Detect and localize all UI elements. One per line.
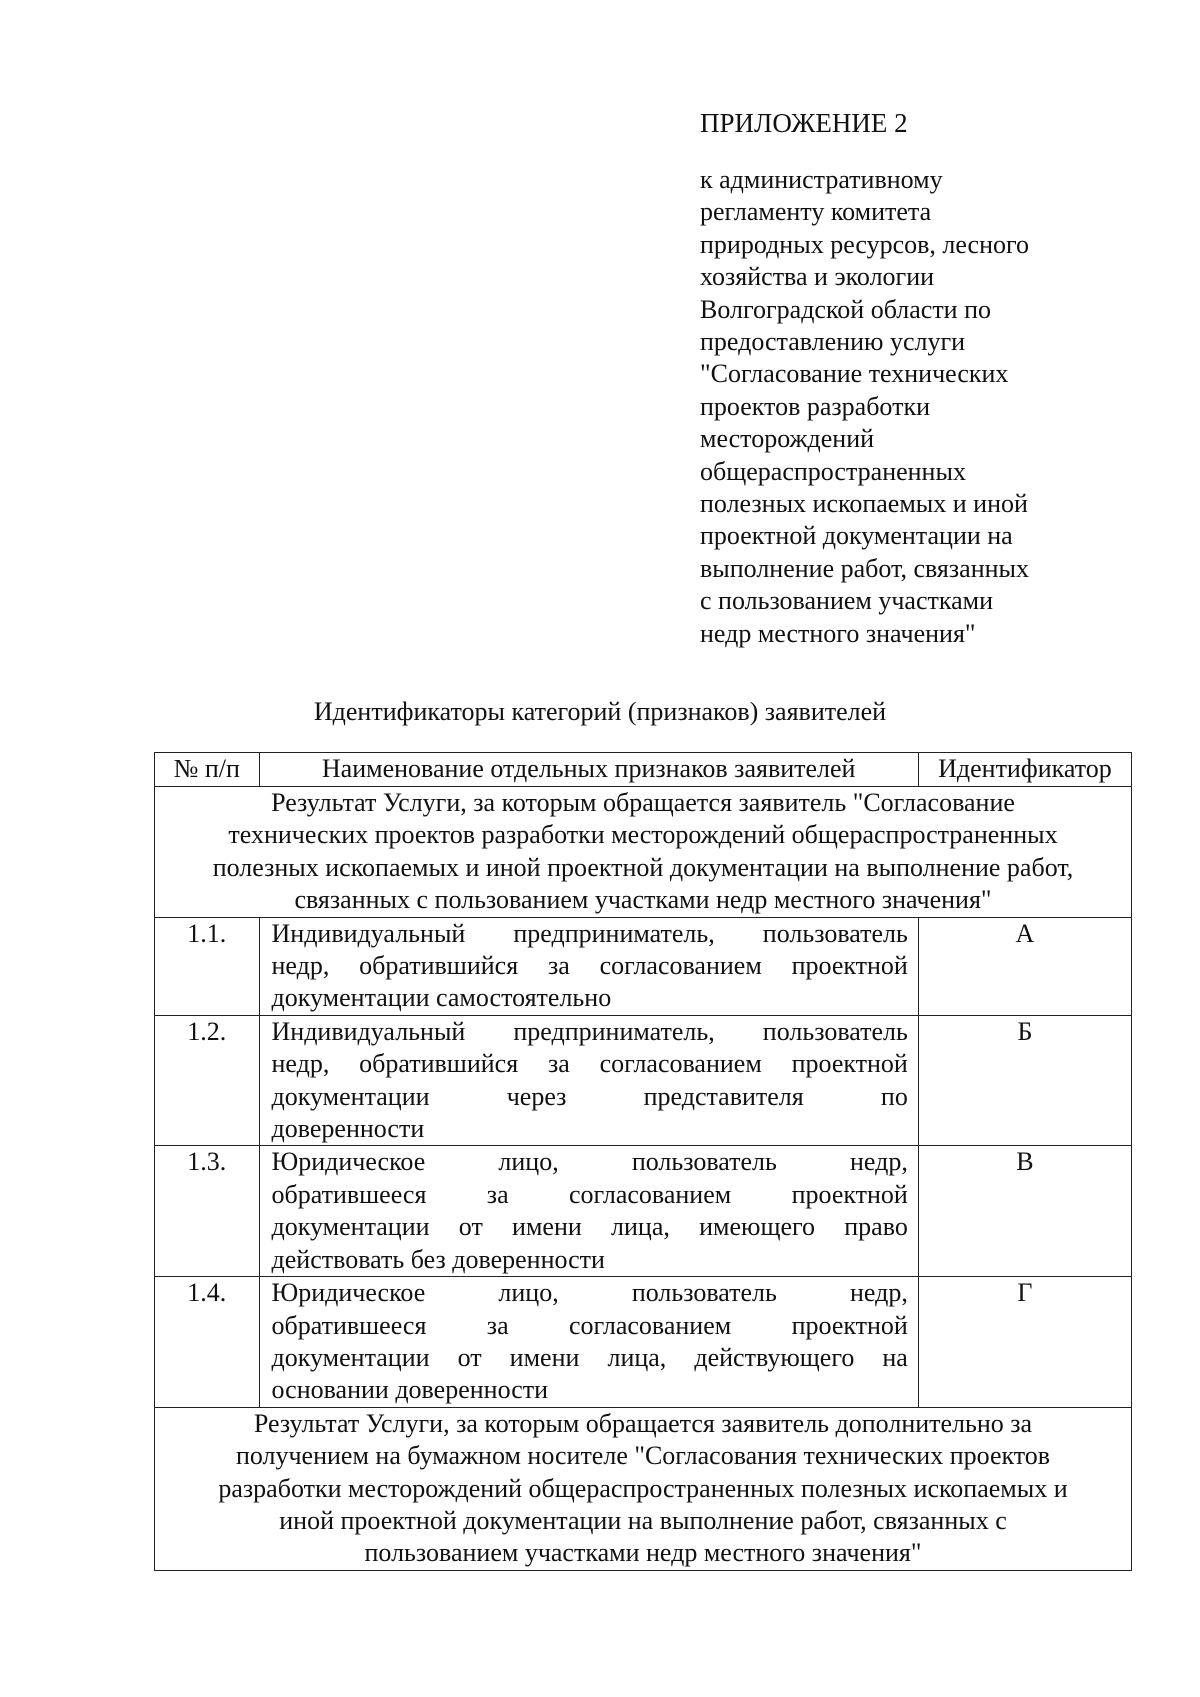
- description-word: Индивидуальный: [271, 918, 466, 948]
- row-description-line: [272, 1016, 908, 1048]
- table-row: [155, 1146, 1132, 1277]
- description-word: Индивидуальный: [271, 1016, 466, 1046]
- section-line: получением на бумажном носителе "Согласования технических проектов: [235, 1441, 1051, 1471]
- row-description-line: [272, 1310, 908, 1342]
- description-word: недр,: [271, 1049, 330, 1079]
- description-word: лицо,: [498, 1147, 559, 1177]
- row-description-line: [272, 1179, 908, 1211]
- appendix-line: с пользованием участками: [700, 586, 994, 616]
- description-word: согласованием: [568, 1179, 732, 1209]
- row-identifier: А: [1015, 918, 1035, 948]
- description-word: от: [457, 1342, 482, 1372]
- description-word: право: [844, 1212, 908, 1242]
- row-identifier: Б: [1017, 1016, 1033, 1046]
- row-number-cell: [155, 1146, 260, 1277]
- description-word: по: [880, 1081, 908, 1111]
- row-description-cell: [259, 917, 918, 1015]
- appendix-line: Волгоградской области по: [700, 294, 992, 324]
- description-word: Юридическое: [271, 1147, 426, 1177]
- row-number-cell: [155, 1015, 260, 1146]
- description-word: представителя: [643, 1081, 804, 1111]
- description-word: обратившееся: [271, 1310, 427, 1340]
- description-word: документации: [271, 1342, 430, 1372]
- appendix-line: к административному: [700, 165, 943, 194]
- section-row: [155, 787, 1132, 918]
- appendix-header: [700, 106, 1120, 650]
- description-word: предприниматель,: [513, 918, 715, 948]
- appendix-line: недр местного значения": [700, 618, 976, 648]
- appendix-line: проектов разработки: [700, 391, 931, 421]
- description-word: имени: [509, 1342, 580, 1372]
- row-description-line: доверенности: [271, 1114, 425, 1144]
- applicant-categories-table: [154, 752, 1132, 1571]
- row-description-line: [272, 918, 908, 950]
- description-word: за: [486, 1310, 509, 1340]
- header-identifier: Идентификатор: [918, 753, 1131, 787]
- row-description-line: основании доверенности: [271, 1375, 549, 1405]
- row-description-cell: [259, 1277, 918, 1408]
- description-word: согласованием: [568, 1310, 732, 1340]
- section-line: разработки месторождений общераспространенных полезных ископаемых и: [218, 1473, 1068, 1503]
- section-line: связанных с пользованием участками недр местного значения": [294, 885, 992, 915]
- row-identifier-cell: [918, 917, 1131, 1015]
- row-description-line: [272, 1342, 908, 1374]
- row-identifier-cell: [918, 1015, 1131, 1146]
- header-name: Наименование отдельных признаков заявителей: [259, 753, 918, 787]
- section-line: Результат Услуги, за которым обращается заявитель дополнительно за: [253, 1408, 1033, 1438]
- table-row: [155, 1015, 1132, 1146]
- row-identifier: В: [1016, 1147, 1034, 1177]
- row-number: 1.3.: [187, 1147, 227, 1177]
- description-word: согласованием: [599, 951, 762, 981]
- appendix-subtitle: [700, 164, 1120, 650]
- appendix-line: "Согласование технических: [700, 359, 1009, 389]
- description-word: лица,: [607, 1342, 667, 1372]
- section-line: технических проектов разработки месторождений общераспространенных: [228, 820, 1058, 850]
- appendix-line: проектной документации на: [700, 521, 1013, 551]
- appendix-line: месторождений: [700, 424, 875, 454]
- description-word: пользователь: [762, 918, 908, 948]
- row-number: 1.2.: [187, 1016, 227, 1046]
- description-word: согласованием: [599, 1049, 762, 1079]
- description-word: лица,: [611, 1212, 670, 1242]
- description-word: за: [547, 1049, 570, 1079]
- appendix-line: предоставлению услуги: [700, 327, 966, 357]
- appendix-line: полезных ископаемых и иной: [700, 489, 1028, 519]
- description-word: обратившееся: [271, 1179, 427, 1209]
- table-header-row: [155, 753, 1132, 787]
- section-line: полезных ископаемых и иной проектной документации на выполнение работ,: [212, 852, 1074, 882]
- description-word: документации: [271, 1081, 430, 1111]
- description-word: проектной: [791, 951, 908, 981]
- description-word: недр,: [271, 951, 330, 981]
- section-line: пользованием участками недр местного значения": [364, 1538, 922, 1568]
- description-word: имени: [512, 1212, 582, 1242]
- document-title: Идентификаторы категорий (признаков) заявителей: [313, 697, 887, 726]
- row-number-cell: [155, 917, 260, 1015]
- description-word: недр,: [849, 1278, 908, 1308]
- appendix-line: общераспространенных: [700, 456, 966, 486]
- appendix-title: ПРИЛОЖЕНИЕ 2: [700, 108, 908, 138]
- row-description-line: действовать без доверенности: [271, 1244, 605, 1274]
- description-word: через: [506, 1081, 567, 1111]
- row-number-cell: [155, 1277, 260, 1408]
- section-result-paper: [155, 1407, 1132, 1570]
- description-word: лицо,: [498, 1278, 559, 1308]
- section-row: [155, 1407, 1132, 1570]
- row-description-line: [272, 1048, 908, 1080]
- description-word: от: [458, 1212, 483, 1242]
- row-description-line: [272, 1277, 908, 1309]
- description-word: предприниматель,: [513, 1016, 715, 1046]
- description-word: проектной: [791, 1049, 908, 1079]
- table-row: [155, 917, 1132, 1015]
- description-word: обратившийся: [359, 1049, 519, 1079]
- row-identifier-cell: [918, 1277, 1131, 1408]
- row-identifier-cell: [918, 1146, 1131, 1277]
- row-description-line: [272, 1081, 908, 1113]
- description-word: недр,: [849, 1147, 908, 1177]
- row-identifier: Г: [1017, 1278, 1033, 1308]
- row-number: 1.1.: [187, 918, 227, 948]
- description-word: действующего: [694, 1342, 855, 1372]
- section-line: Результат Услуги, за которым обращается заявитель "Согласование: [271, 788, 1015, 817]
- appendix-line: природных ресурсов, лесного: [700, 229, 1030, 259]
- row-number: 1.4.: [187, 1278, 227, 1308]
- section-line: иной проектной документации на выполнение работ, связанных с: [279, 1505, 1007, 1535]
- section-result-main: [155, 787, 1132, 918]
- description-word: документации: [271, 1212, 430, 1242]
- description-word: на: [882, 1342, 908, 1372]
- description-word: Юридическое: [271, 1278, 426, 1308]
- row-description-line: [272, 1211, 908, 1243]
- row-description-cell: [259, 1015, 918, 1146]
- description-word: за: [547, 951, 570, 981]
- row-description-line: документации самостоятельно: [271, 983, 612, 1013]
- appendix-line: регламенту комитета: [700, 197, 932, 227]
- table-row: [155, 1277, 1132, 1408]
- header-num: № п/п: [155, 753, 260, 787]
- description-word: имеющего: [699, 1212, 816, 1242]
- appendix-line: выполнение работ, связанных: [700, 553, 1029, 583]
- description-word: пользователь: [762, 1016, 908, 1046]
- description-word: пользователь: [631, 1278, 777, 1308]
- description-word: обратившийся: [359, 951, 519, 981]
- description-word: проектной: [791, 1179, 908, 1209]
- appendix-line: хозяйства и экологии: [700, 262, 935, 292]
- row-description-line: [272, 950, 908, 982]
- row-description-line: [272, 1146, 908, 1178]
- row-description-cell: [259, 1146, 918, 1277]
- description-word: за: [486, 1179, 509, 1209]
- description-word: проектной: [791, 1310, 908, 1340]
- description-word: пользователь: [631, 1147, 777, 1177]
